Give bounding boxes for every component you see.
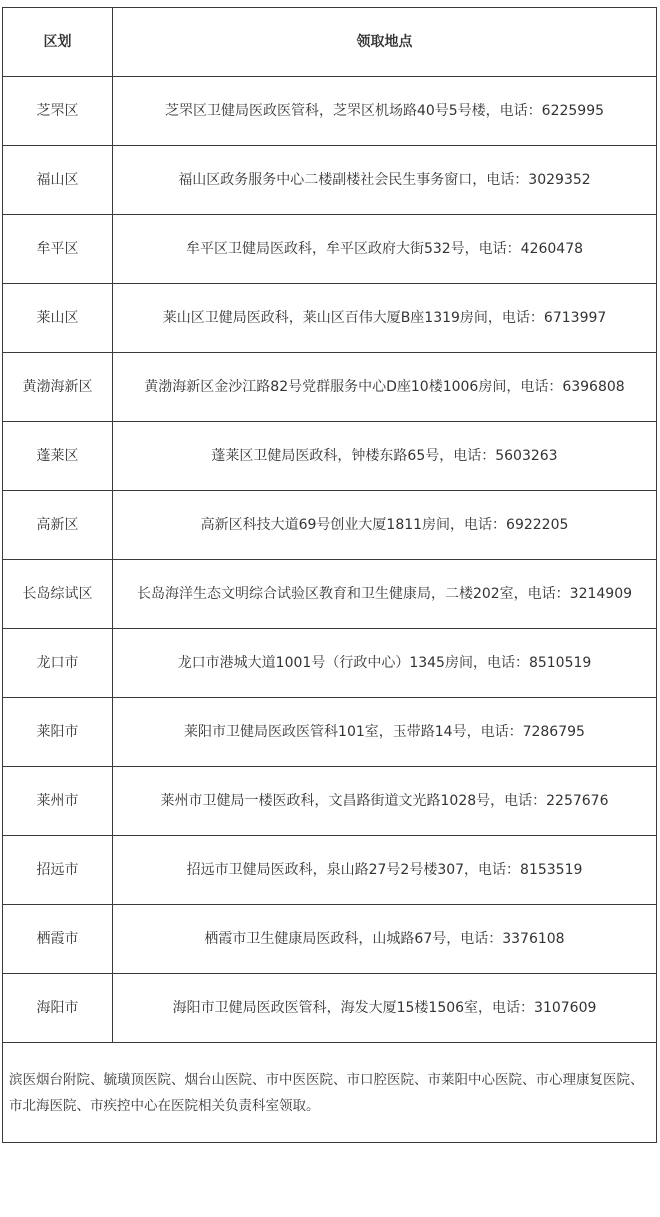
location-cell: 蓬莱区卫健局医政科，钟楼东路65号，电话：5603263	[113, 422, 657, 491]
location-cell: 海阳市卫健局医政医管科，海发大厦15楼1506室，电话：3107609	[113, 974, 657, 1043]
district-cell: 莱山区	[3, 284, 113, 353]
district-cell: 福山区	[3, 146, 113, 215]
district-cell: 海阳市	[3, 974, 113, 1043]
location-cell: 莱山区卫健局医政科，莱山区百伟大厦B座1319房间，电话：6713997	[113, 284, 657, 353]
district-cell: 牟平区	[3, 215, 113, 284]
table-row	[3, 698, 657, 767]
location-cell: 高新区科技大道69号创业大厦1811房间，电话：6922205	[113, 491, 657, 560]
district-cell: 黄渤海新区	[3, 353, 113, 422]
table-row	[3, 146, 657, 215]
location-cell: 长岛海洋生态文明综合试验区教育和卫生健康局，二楼202室，电话：3214909	[113, 560, 657, 629]
header-district: 区划	[3, 8, 113, 77]
location-cell: 莱阳市卫健局医政医管科101室，玉带路14号，电话：7286795	[113, 698, 657, 767]
table-row	[3, 767, 657, 836]
table-row	[3, 491, 657, 560]
location-cell: 芝罘区卫健局医政医管科，芝罘区机场路40号5号楼，电话：6225995	[113, 77, 657, 146]
header-location: 领取地点	[113, 8, 657, 77]
location-cell: 栖霞市卫生健康局医政科，山城路67号，电话：3376108	[113, 905, 657, 974]
table-row	[3, 422, 657, 491]
table-row	[3, 974, 657, 1043]
hospital-note-cell: 滨医烟台附院、毓璜顶医院、烟台山医院、市中医医院、市口腔医院、市莱阳中心医院、市心理康复医院、市北海医院、市疾控中心在医院相关负责科室领取。	[3, 1043, 657, 1143]
table-header-row	[3, 8, 657, 77]
table-row	[3, 77, 657, 146]
table-body	[3, 77, 657, 1143]
table-row	[3, 629, 657, 698]
location-cell: 牟平区卫健局医政科，牟平区政府大街532号，电话：4260478	[113, 215, 657, 284]
note-row	[3, 1043, 657, 1143]
table-row	[3, 560, 657, 629]
table-row	[3, 353, 657, 422]
location-cell: 招远市卫健局医政科，泉山路27号2号楼307，电话：8153519	[113, 836, 657, 905]
location-cell: 龙口市港城大道1001号（行政中心）1345房间，电话：8510519	[113, 629, 657, 698]
district-cell: 长岛综试区	[3, 560, 113, 629]
table-row	[3, 905, 657, 974]
district-cell: 莱阳市	[3, 698, 113, 767]
district-cell: 高新区	[3, 491, 113, 560]
district-cell: 招远市	[3, 836, 113, 905]
location-cell: 福山区政务服务中心二楼副楼社会民生事务窗口，电话：3029352	[113, 146, 657, 215]
table-row	[3, 836, 657, 905]
district-cell: 莱州市	[3, 767, 113, 836]
pickup-locations-table	[2, 7, 657, 1143]
district-cell: 栖霞市	[3, 905, 113, 974]
table-row	[3, 284, 657, 353]
location-cell: 黄渤海新区金沙江路82号党群服务中心D座10楼1006房间，电话：6396808	[113, 353, 657, 422]
district-cell: 龙口市	[3, 629, 113, 698]
district-cell: 蓬莱区	[3, 422, 113, 491]
table-row	[3, 215, 657, 284]
district-cell: 芝罘区	[3, 77, 113, 146]
location-cell: 莱州市卫健局一楼医政科，文昌路街道文光路1028号，电话：2257676	[113, 767, 657, 836]
